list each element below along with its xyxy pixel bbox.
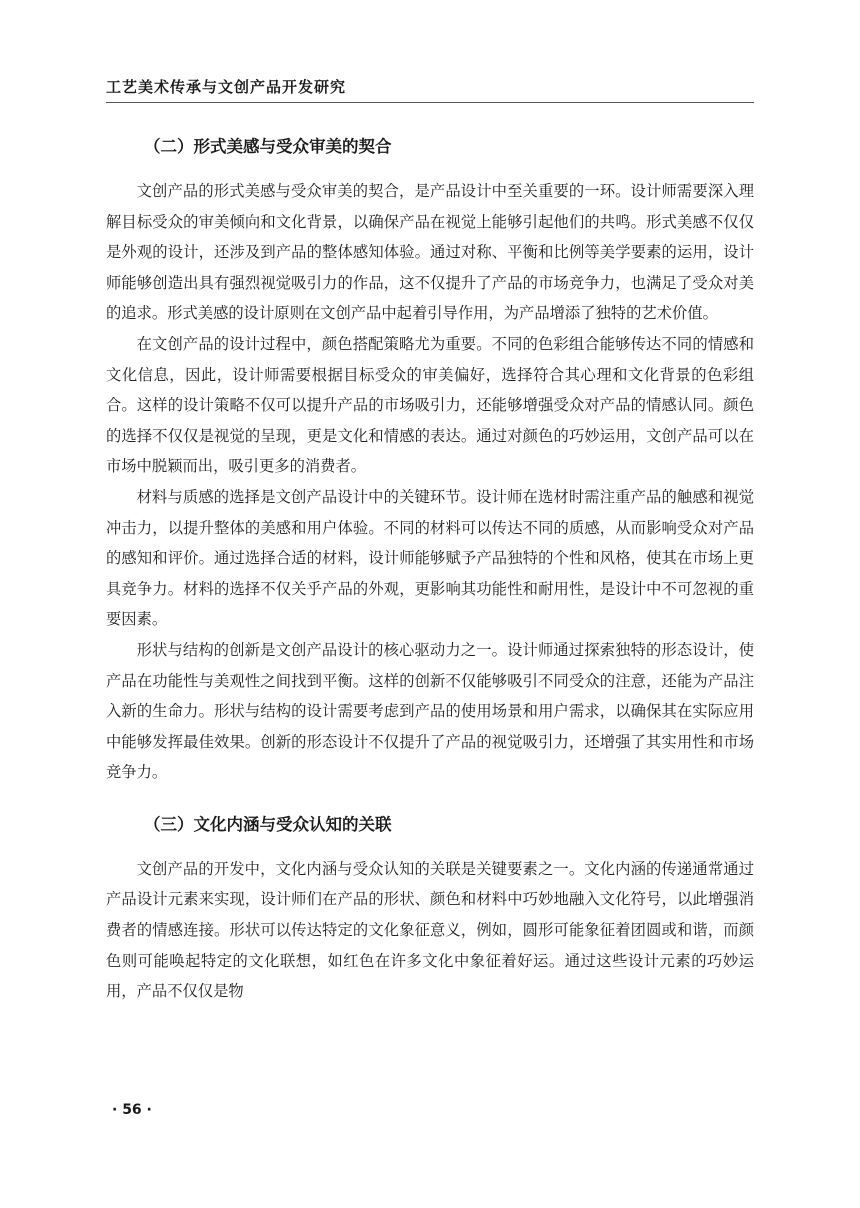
paragraph: 文创产品的形式美感与受众审美的契合，是产品设计中至关重要的一环。设计师需要深入理解目标受众的审美倾向和文化背景，以确保产品在视觉上能够引起他们的共鸣。形式美感不仅仅是外观的设计，还涉及到产品的整体感知体验。通过对称、平衡和比例等美学要素的运用，设计师能够创造出具有强烈视觉吸引力的作品，这不仅提升了产品的市场竞争力，也满足了受众对美的追求。形式美感的设计原则在文创产品中起着引导作用，为产品增添了独特的艺术价值。: [106, 182, 754, 323]
section-heading-2: （二）形式美感与受众审美的契合: [144, 137, 392, 156]
paragraph: 在文创产品的设计过程中，颜色搭配策略尤为重要。不同的色彩组合能够传达不同的情感和文化信息，因此，设计师需要根据目标受众的审美偏好，选择符合其心理和文化背景的色彩组合。这样的设计策略不仅可以提升产品的市场吸引力，还能够增强受众对产品的情感认同。颜色的选择不仅仅是视觉的呈现，更是文化和情感的表达。通过对颜色的巧妙运用，文创产品可以在市场中脱颖而出，吸引更多的消费者。: [106, 334, 754, 476]
paragraph: 材料与质感的选择是文创产品设计中的关键环节。设计师在选材时需注重产品的触感和视觉冲击力，以提升整体的美感和用户体验。不同的材料可以传达不同的质感，从而影响受众对产品的感知和评价。通过选择合适的材料，设计师能够赋予产品独特的个性和风格，使其在市场上更具竞争力。材料的选择不仅关乎产品的外观，更影响其功能性和耐用性，是设计中不可忽视的重要因素。: [106, 487, 754, 629]
header-divider: [106, 102, 754, 103]
body-text: [106, 128, 754, 1007]
paragraph: 文创产品的开发中，文化内涵与受众认知的关联是关键要素之一。文化内涵的传递通常通过产品设计元素来实现，设计师们在产品的形状、颜色和材料中巧妙地融入文化符号，以此增强消费者的情感连接。形状可以传达特定的文化象征意义，例如，圆形可能象征着团圆或和谐，而颜色则可能唤起特定的文化联想，如红色在许多文化中象征着好运。通过这些设计元素的巧妙运用，产品不仅仅是物: [106, 859, 754, 1001]
paragraph: 形状与结构的创新是文创产品设计的核心驱动力之一。设计师通过探索独特的形态设计，使产品在功能性与美观性之间找到平衡。这样的创新不仅能够吸引不同受众的注意，还能为产品注入新的生命力。形状与结构的设计需要考虑到产品的使用场景和用户需求，以确保其在实际应用中能够发挥最佳效果。创新的形态设计不仅提升了产品的视觉吸引力，还增强了其实用性和市场竞争力。: [106, 640, 754, 782]
section-heading-3: （三）文化内涵与受众认知的关联: [144, 814, 392, 834]
page-number: · 56 ·: [112, 1102, 152, 1118]
running-header: 工艺美术传承与文创产品开发研究: [106, 78, 347, 96]
